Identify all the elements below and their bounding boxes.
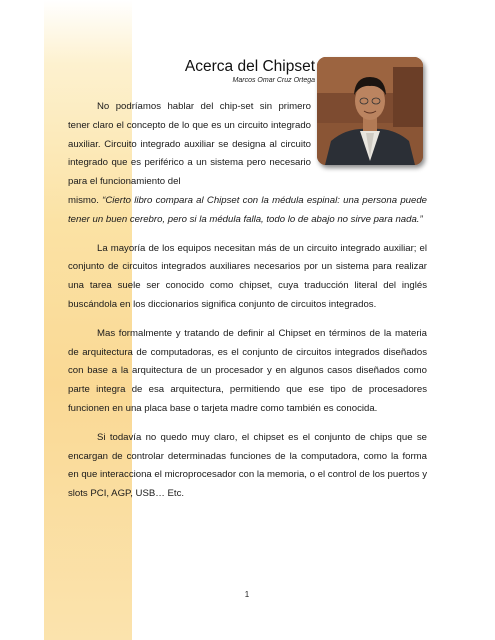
paragraph-1-continued <box>68 192 427 230</box>
paragraph-1 <box>68 98 427 192</box>
page-title: Acerca del Chipset <box>184 58 315 75</box>
author-name: Marcos Omar Cruz Ortega <box>232 77 315 84</box>
paragraph-3: Mas formalmente y tratando de definir al Chipset en términos de la materia de arquitectura de computadoras, es el conjunto de circuitos integrados diseñados con base a la arquitectura de un procesador y en algunos casos diseñados como parte integra de esa arquitectura, permitiendo que ese tipo de procesadores funcionen en una placa base o tarjeta madre como también es conocida. <box>68 327 427 414</box>
paragraph-1-text: No podríamos hablar del chip-set sin primero tener claro el concepto de lo que es un circuito integrado auxiliar. Circuito integrado auxiliar se designa al circuito integrado que es periférico a un sistema pero necesario para el funcionamiento del <box>68 101 311 188</box>
article-body <box>68 98 427 514</box>
paragraph-2: La mayoría de los equipos necesitan más de un circuito integrado auxiliar; el conjunto de circuitos integrados auxiliares necesarios por un sistema para realizar una tarea suele ser conocido como chipset, cuya traducción literal del inglés buscándola en los diccionarios significa conjunto de circuitos integrados. <box>68 242 427 310</box>
paragraph-1-tail: mismo. <box>68 194 103 206</box>
page-number: 1 <box>244 590 250 599</box>
chipset-quote: “Cierto libro compara al Chipset con la médula espinal: una persona puede tener un buen cerebro, pero si la médula falla, todo lo de abajo no sirve para nada.” <box>68 194 427 225</box>
paragraph-4: Si todavía no quedo muy claro, el chipset es el conjunto de chips que se encargan de controlar determinadas funciones de la computadora, como la forma en que interacciona el microprocesador con la memoria, o el control de los puertos y slots PCI, AGP, USB… Etc. <box>68 431 427 500</box>
